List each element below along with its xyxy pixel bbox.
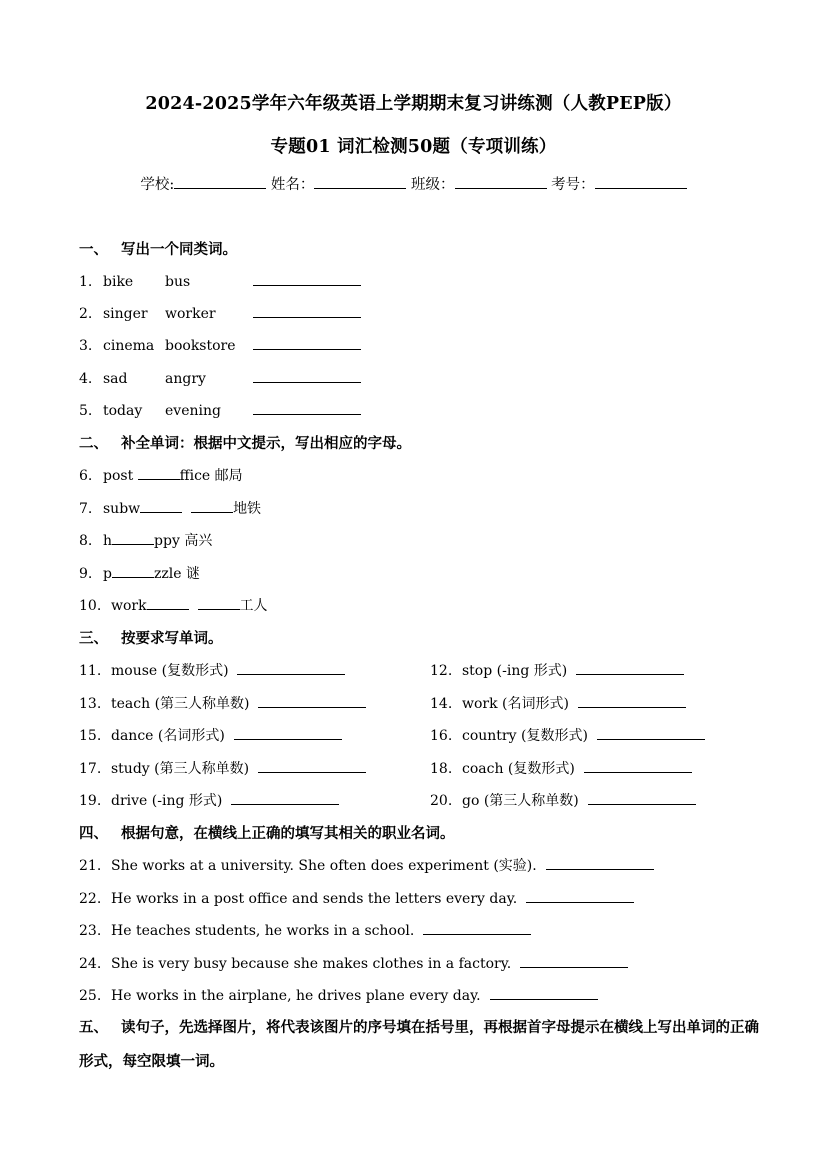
question-row: 19. drive (-ing 形式) bbox=[79, 789, 339, 809]
question-row: 10. work 工人 bbox=[79, 594, 268, 614]
exam-number-field[interactable] bbox=[595, 174, 687, 189]
answer-blank[interactable] bbox=[258, 692, 366, 708]
question-row: 8. h ppy 高兴 bbox=[79, 529, 212, 549]
answer-blank[interactable] bbox=[237, 659, 345, 675]
answer-blank[interactable] bbox=[584, 757, 692, 773]
answer-blank[interactable] bbox=[578, 692, 686, 708]
class-label: 班级： bbox=[411, 177, 455, 193]
section-1-heading: 一、 写出一个同类词。 bbox=[79, 241, 237, 258]
school-field[interactable] bbox=[174, 174, 266, 189]
name-field[interactable] bbox=[314, 174, 406, 189]
question-row: 5. today evening bbox=[79, 399, 361, 419]
answer-blank[interactable] bbox=[423, 919, 531, 935]
answer-blank[interactable] bbox=[253, 270, 361, 286]
question-row: 11. mouse (复数形式) bbox=[79, 659, 345, 679]
question-row: 25. He works in the airplane, he drives plane every day. bbox=[79, 984, 598, 1004]
question-row: 24. She is very busy because she makes clothes in a factory. bbox=[79, 952, 628, 972]
answer-blank[interactable] bbox=[258, 757, 366, 773]
answer-blank[interactable] bbox=[597, 724, 705, 740]
letter-blank[interactable] bbox=[112, 562, 154, 578]
question-row: 16. country (复数形式) bbox=[430, 724, 705, 744]
answer-blank[interactable] bbox=[520, 952, 628, 968]
question-row: 1. bike bus bbox=[79, 270, 361, 290]
page-subtitle: 专题01 词汇检测50题（专项训练） bbox=[270, 137, 557, 157]
letter-blank[interactable] bbox=[140, 497, 182, 513]
section-4-heading: 四、 根据句意，在横线上正确的填写其相关的职业名词。 bbox=[79, 825, 455, 842]
question-row: 13. teach (第三人称单数) bbox=[79, 692, 366, 712]
section-3-heading: 三、 按要求写单词。 bbox=[79, 630, 223, 647]
answer-blank[interactable] bbox=[490, 984, 598, 1000]
answer-blank[interactable] bbox=[253, 367, 361, 383]
letter-blank[interactable] bbox=[147, 594, 189, 610]
letter-blank[interactable] bbox=[191, 497, 233, 513]
page-title: 2024-2025学年六年级英语上学期期末复习讲练测（人教PEP版） bbox=[145, 94, 682, 114]
answer-blank[interactable] bbox=[526, 887, 634, 903]
question-row: 12. stop (-ing 形式) bbox=[430, 659, 684, 679]
question-row: 17. study (第三人称单数) bbox=[79, 757, 366, 777]
answer-blank[interactable] bbox=[576, 659, 684, 675]
question-row: 15. dance (名词形式) bbox=[79, 724, 342, 744]
answer-blank[interactable] bbox=[253, 334, 361, 350]
question-row: 6. post ffice 邮局 bbox=[79, 464, 243, 484]
question-row: 3. cinema bookstore bbox=[79, 334, 361, 354]
question-row: 18. coach (复数形式) bbox=[430, 757, 692, 777]
student-info-line bbox=[0, 173, 827, 194]
letter-blank[interactable] bbox=[138, 464, 180, 480]
name-label: 姓名： bbox=[270, 177, 315, 193]
section-2-heading: 二、 补全单词：根据中文提示，写出相应的字母。 bbox=[79, 435, 411, 452]
answer-blank[interactable] bbox=[546, 854, 654, 870]
answer-blank[interactable] bbox=[231, 789, 339, 805]
letter-blank[interactable] bbox=[112, 529, 154, 545]
question-row: 2. singer worker bbox=[79, 302, 361, 322]
exam-number-label: 考号： bbox=[551, 177, 595, 193]
class-field[interactable] bbox=[455, 174, 547, 189]
school-label: 学校: bbox=[140, 177, 175, 193]
question-row: 7. subw 地铁 bbox=[79, 497, 261, 517]
question-row: 9. p zzle 谜 bbox=[79, 562, 200, 582]
question-row: 23. He teaches students, he works in a school. bbox=[79, 919, 531, 939]
question-row: 22. He works in a post office and sends the letters every day. bbox=[79, 887, 634, 907]
section-5-heading: 五、 读句子，先选择图片，将代表该图片的序号填在括号里，再根据首字母提示在横线上写出单词的正确形式，每空限填一词。 bbox=[79, 1019, 759, 1070]
answer-blank[interactable] bbox=[234, 724, 342, 740]
question-row: 20. go (第三人称单数) bbox=[430, 789, 696, 809]
answer-blank[interactable] bbox=[253, 399, 361, 415]
question-row: 14. work (名词形式) bbox=[430, 692, 686, 712]
answer-blank[interactable] bbox=[253, 302, 361, 318]
question-row: 4. sad angry bbox=[79, 367, 361, 387]
question-row: 21. She works at a university. She often does experiment (实验). bbox=[79, 854, 654, 874]
answer-blank[interactable] bbox=[588, 789, 696, 805]
letter-blank[interactable] bbox=[198, 594, 240, 610]
